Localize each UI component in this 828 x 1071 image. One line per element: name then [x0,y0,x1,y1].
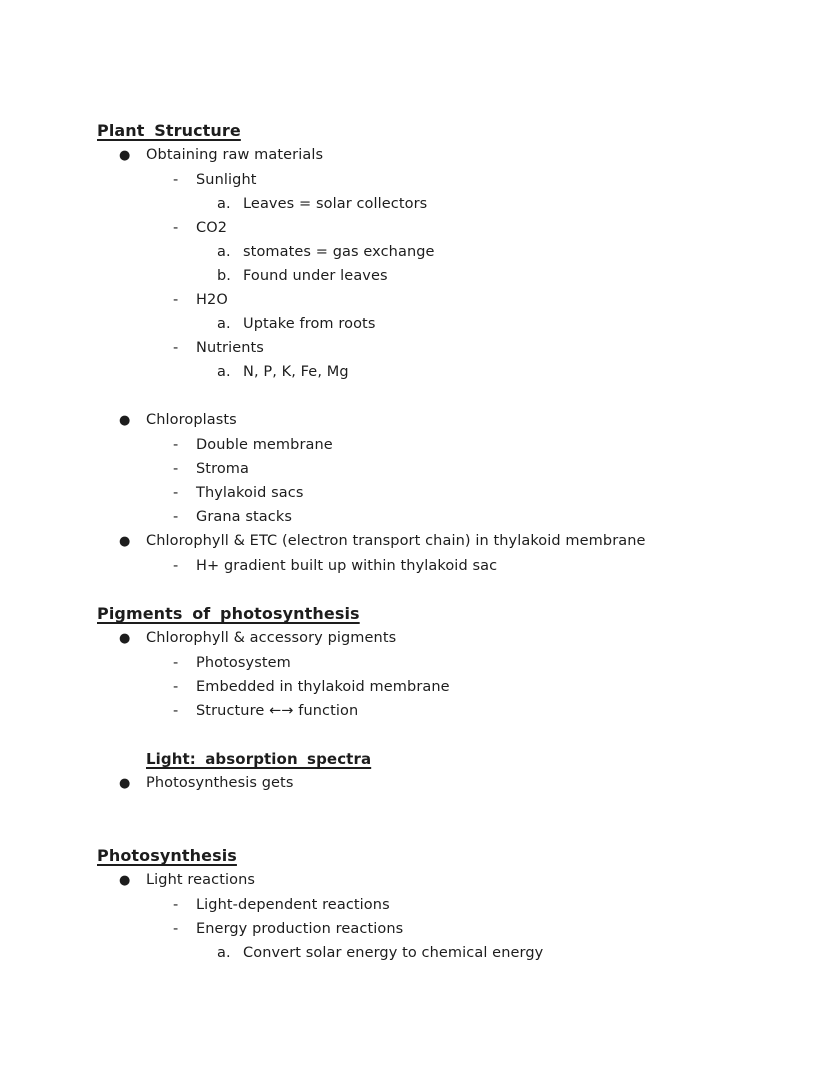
list-item-text: Uptake from roots [243,316,376,332]
alpha-marker: b. [217,268,232,284]
bullet-marker: ● [119,873,131,888]
alpha-marker: a. [217,945,231,961]
list-item-text: Embedded in thylakoid membrane [196,679,450,695]
sub-heading-text: Light: absorption spectra [146,750,372,768]
dash-list-item [97,457,787,481]
bullet-list-item [97,529,787,554]
dash-marker: - [173,897,179,913]
sub-heading [97,747,787,771]
dash-marker: - [173,437,179,453]
dash-marker: - [173,340,179,356]
alpha-list-item [97,312,787,336]
list-item-text: Leaves = solar collectors [243,196,428,212]
dash-list-item [97,433,787,457]
bullet-marker: ● [119,148,131,163]
dash-list-item [97,675,787,699]
dash-marker: - [173,485,179,501]
list-item-text: Thylakoid sacs [196,485,304,501]
dash-list-item [97,288,787,312]
bullet-list-item [97,408,787,433]
dash-list-item [97,216,787,240]
bullet-marker: ● [119,413,131,428]
section-heading [97,119,787,143]
section-heading-text: Pigments of photosynthesis [97,604,360,623]
dash-marker: - [173,220,179,236]
list-item-text: Light-dependent reactions [196,897,390,913]
list-item-text: Structure ←→ function [196,703,359,719]
bullet-marker: ● [119,534,131,549]
dash-list-item [97,917,787,941]
dash-marker: - [173,703,179,719]
dash-list-item [97,893,787,917]
alpha-marker: a. [217,316,231,332]
list-item-text: Convert solar energy to chemical energy [243,945,544,961]
dash-list-item [97,481,787,505]
list-item-text: Obtaining raw materials [146,147,324,163]
dash-marker: - [173,679,179,695]
alpha-list-item [97,264,787,288]
list-item-text: Photosystem [196,655,291,671]
list-item-text: Double membrane [196,437,333,453]
dash-marker: - [173,558,179,574]
alpha-marker: a. [217,244,231,260]
section-heading-text: Photosynthesis [97,846,237,865]
list-item-text: Chlorophyll & ETC (electron transport chain) in thylakoid membrane [146,533,646,549]
bullet-list-item [97,143,787,168]
alpha-marker: a. [217,196,231,212]
bullet-marker: ● [119,776,131,791]
list-item-text: H+ gradient built up within thylakoid sac [196,558,498,574]
bullet-list-item [97,868,787,893]
list-item-text: Nutrients [196,340,264,356]
dash-marker: - [173,172,179,188]
dash-list-item [97,336,787,360]
list-item-text: H2O [196,292,228,308]
list-item-text: Grana stacks [196,509,293,525]
list-item-text: Photosynthesis gets [146,775,294,791]
dash-marker: - [173,509,179,525]
bullet-list-item [97,771,787,796]
list-item-text: Chloroplasts [146,412,237,428]
alpha-list-item [97,941,787,965]
dash-list-item [97,651,787,675]
dash-marker: - [173,461,179,477]
dash-list-item [97,505,787,529]
list-item-text: CO2 [196,220,228,236]
bullet-marker: ● [119,631,131,646]
section-heading-text: Plant Structure [97,121,241,140]
bullet-list-item [97,626,787,651]
dash-marker: - [173,921,179,937]
list-item-text: Found under leaves [243,268,388,284]
list-item-text: N, P, K, Fe, Mg [243,364,349,380]
section-heading [97,844,787,868]
alpha-list-item [97,360,787,384]
list-item-text: Sunlight [196,172,257,188]
alpha-list-item [97,240,787,264]
notes-outline [97,119,787,965]
dash-marker: - [173,292,179,308]
dash-marker: - [173,655,179,671]
section-heading [97,602,787,626]
dash-list-item [97,699,787,723]
list-item-text: Chlorophyll & accessory pigments [146,630,397,646]
alpha-marker: a. [217,364,231,380]
list-item-text: stomates = gas exchange [243,244,435,260]
list-item-text: Stroma [196,461,250,477]
alpha-list-item [97,192,787,216]
list-item-text: Light reactions [146,872,256,888]
list-item-text: Energy production reactions [196,921,404,937]
dash-list-item [97,554,787,578]
dash-list-item [97,168,787,192]
